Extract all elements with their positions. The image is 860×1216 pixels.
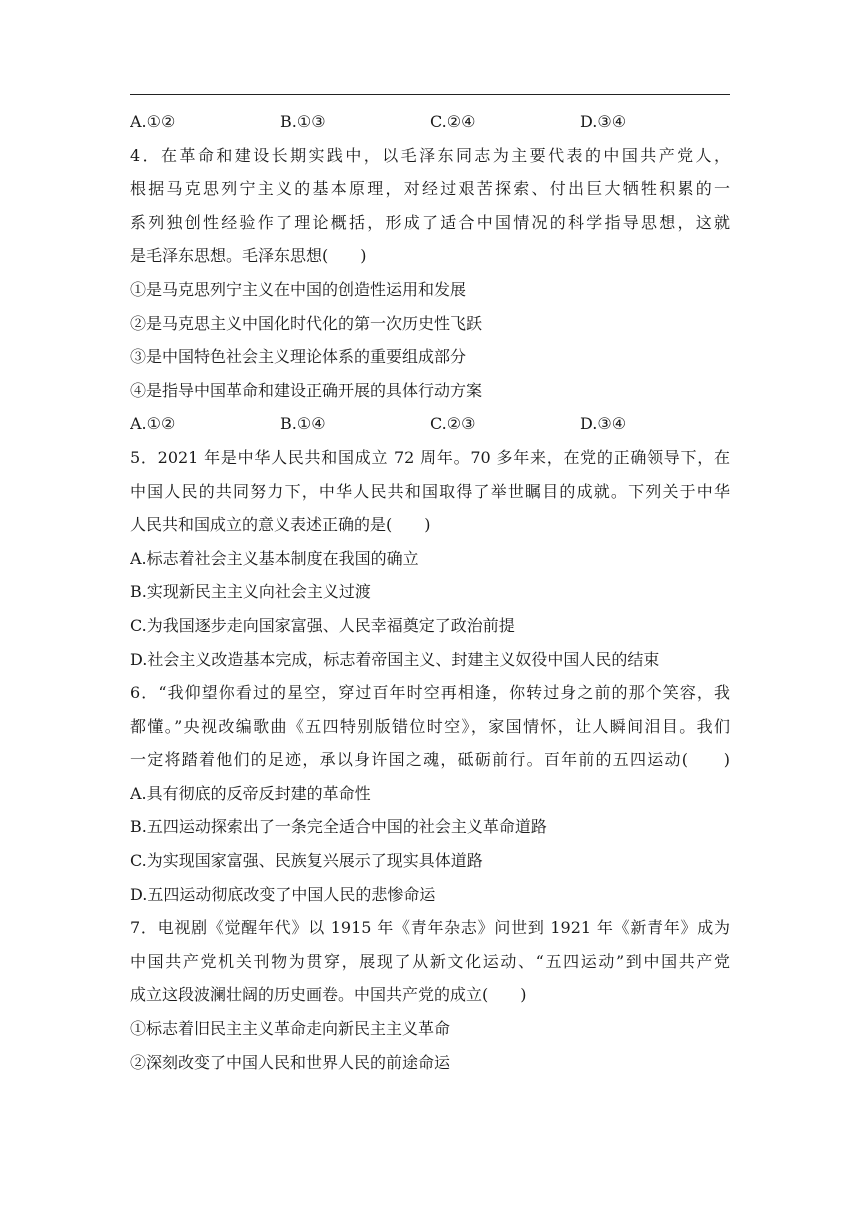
q4-statement-1: ①是马克思列宁主义在中国的创造性运用和发展 [130,279,467,299]
q5-option-c: C.为我国逐步走向国家富强、人民幸福奠定了政治前提 [130,615,515,635]
q6-option-a: A.具有彻底的反帝反封建的革命性 [130,783,371,803]
q4-stem-line: 4．在革命和建设长期实践中，以毛泽东同志为主要代表的中国共产党人， [130,145,730,165]
q4-option-b: B.①④ [280,414,326,434]
q5-option-d: D.社会主义改造基本完成，标志着帝国主义、封建主义奴役中国人民的结束 [130,649,660,669]
q3-option-d: D.③④ [580,112,627,131]
q5-stem-line: 人民共和国成立的意义表述正确的是( ) [130,515,431,535]
q3-option-a: A.①② [130,112,176,131]
q4-options [130,407,730,441]
q4-stem-line: 系列独创性经验作了理论概括，形成了适合中国情况的科学指导思想，这就 [130,212,730,232]
q6-option-b: B.五四运动探索出了一条完全适合中国的社会主义革命道路 [130,817,547,837]
q4-statement-3: ③是中国特色社会主义理论体系的重要组成部分 [130,347,467,367]
q7-stem-line: 7．电视剧《觉醒年代》以 1915 年《青年杂志》问世到 1921 年《新青年》成为 [130,918,730,938]
q4-option-c: C.②③ [430,414,476,434]
q4-stem-line: 是毛泽东思想。毛泽东思想( ) [130,246,367,266]
q7-statement-2: ②深刻改变了中国人民和世界人民的前途命运 [130,1052,451,1072]
q6-option-d: D.五四运动彻底改变了中国人民的悲惨命运 [130,884,436,904]
q7-stem-line: 成立这段波澜壮阔的历史画卷。中国共产党的成立( ) [130,985,527,1005]
q3-option-c: C.②④ [430,112,476,131]
q4-statement-2: ②是马克思主义中国化时代化的第一次历史性飞跃 [130,313,483,333]
q7-statement-1: ①标志着旧民主主义革命走向新民主主义革命 [130,1019,451,1039]
q5-stem-line: 中国人民的共同努力下，中华人民共和国取得了举世瞩目的成就。下列关于中华 [130,481,730,501]
q7-stem-line: 中国共产党机关刊物为贯穿，展现了从新文化运动、“五四运动”到中国共产党 [130,951,730,971]
q6-option-c: C.为实现国家富强、民族复兴展示了现实具体道路 [130,851,483,871]
q4-stem-line: 根据马克思列宁主义的基本原理，对经过艰苦探索、付出巨大牺牲积累的一 [130,179,730,199]
q6-stem-line: 都懂。”央视改编歌曲《五四特别版错位时空》，家国情怀，让人瞬间泪目。我们 [130,716,730,736]
q6-stem-line: 一定将踏着他们的足迹，承以身许国之魂，砥砺前行。百年前的五四运动( ) [130,750,730,770]
q5-option-a: A.标志着社会主义基本制度在我国的确立 [130,548,419,568]
q4-option-a: A.①② [130,414,176,434]
q5-option-b: B.实现新民主主义向社会主义过渡 [130,582,371,602]
q4-statement-4: ④是指导中国革命和建设正确开展的具体行动方案 [130,380,483,400]
q5-stem-line: 5．2021 年是中华人民共和国成立 72 周年。70 多年来，在党的正确领导下，在 [130,447,730,467]
q3-option-b: B.①③ [280,112,326,131]
q4-option-d: D.③④ [580,414,627,434]
q3-options [130,105,730,139]
q6-stem-line: 6．“我仰望你看过的星空，穿过百年时空再相逢，你转过身之前的那个笑容，我 [130,683,730,703]
header-rule [130,94,730,95]
question-content [130,105,730,1079]
